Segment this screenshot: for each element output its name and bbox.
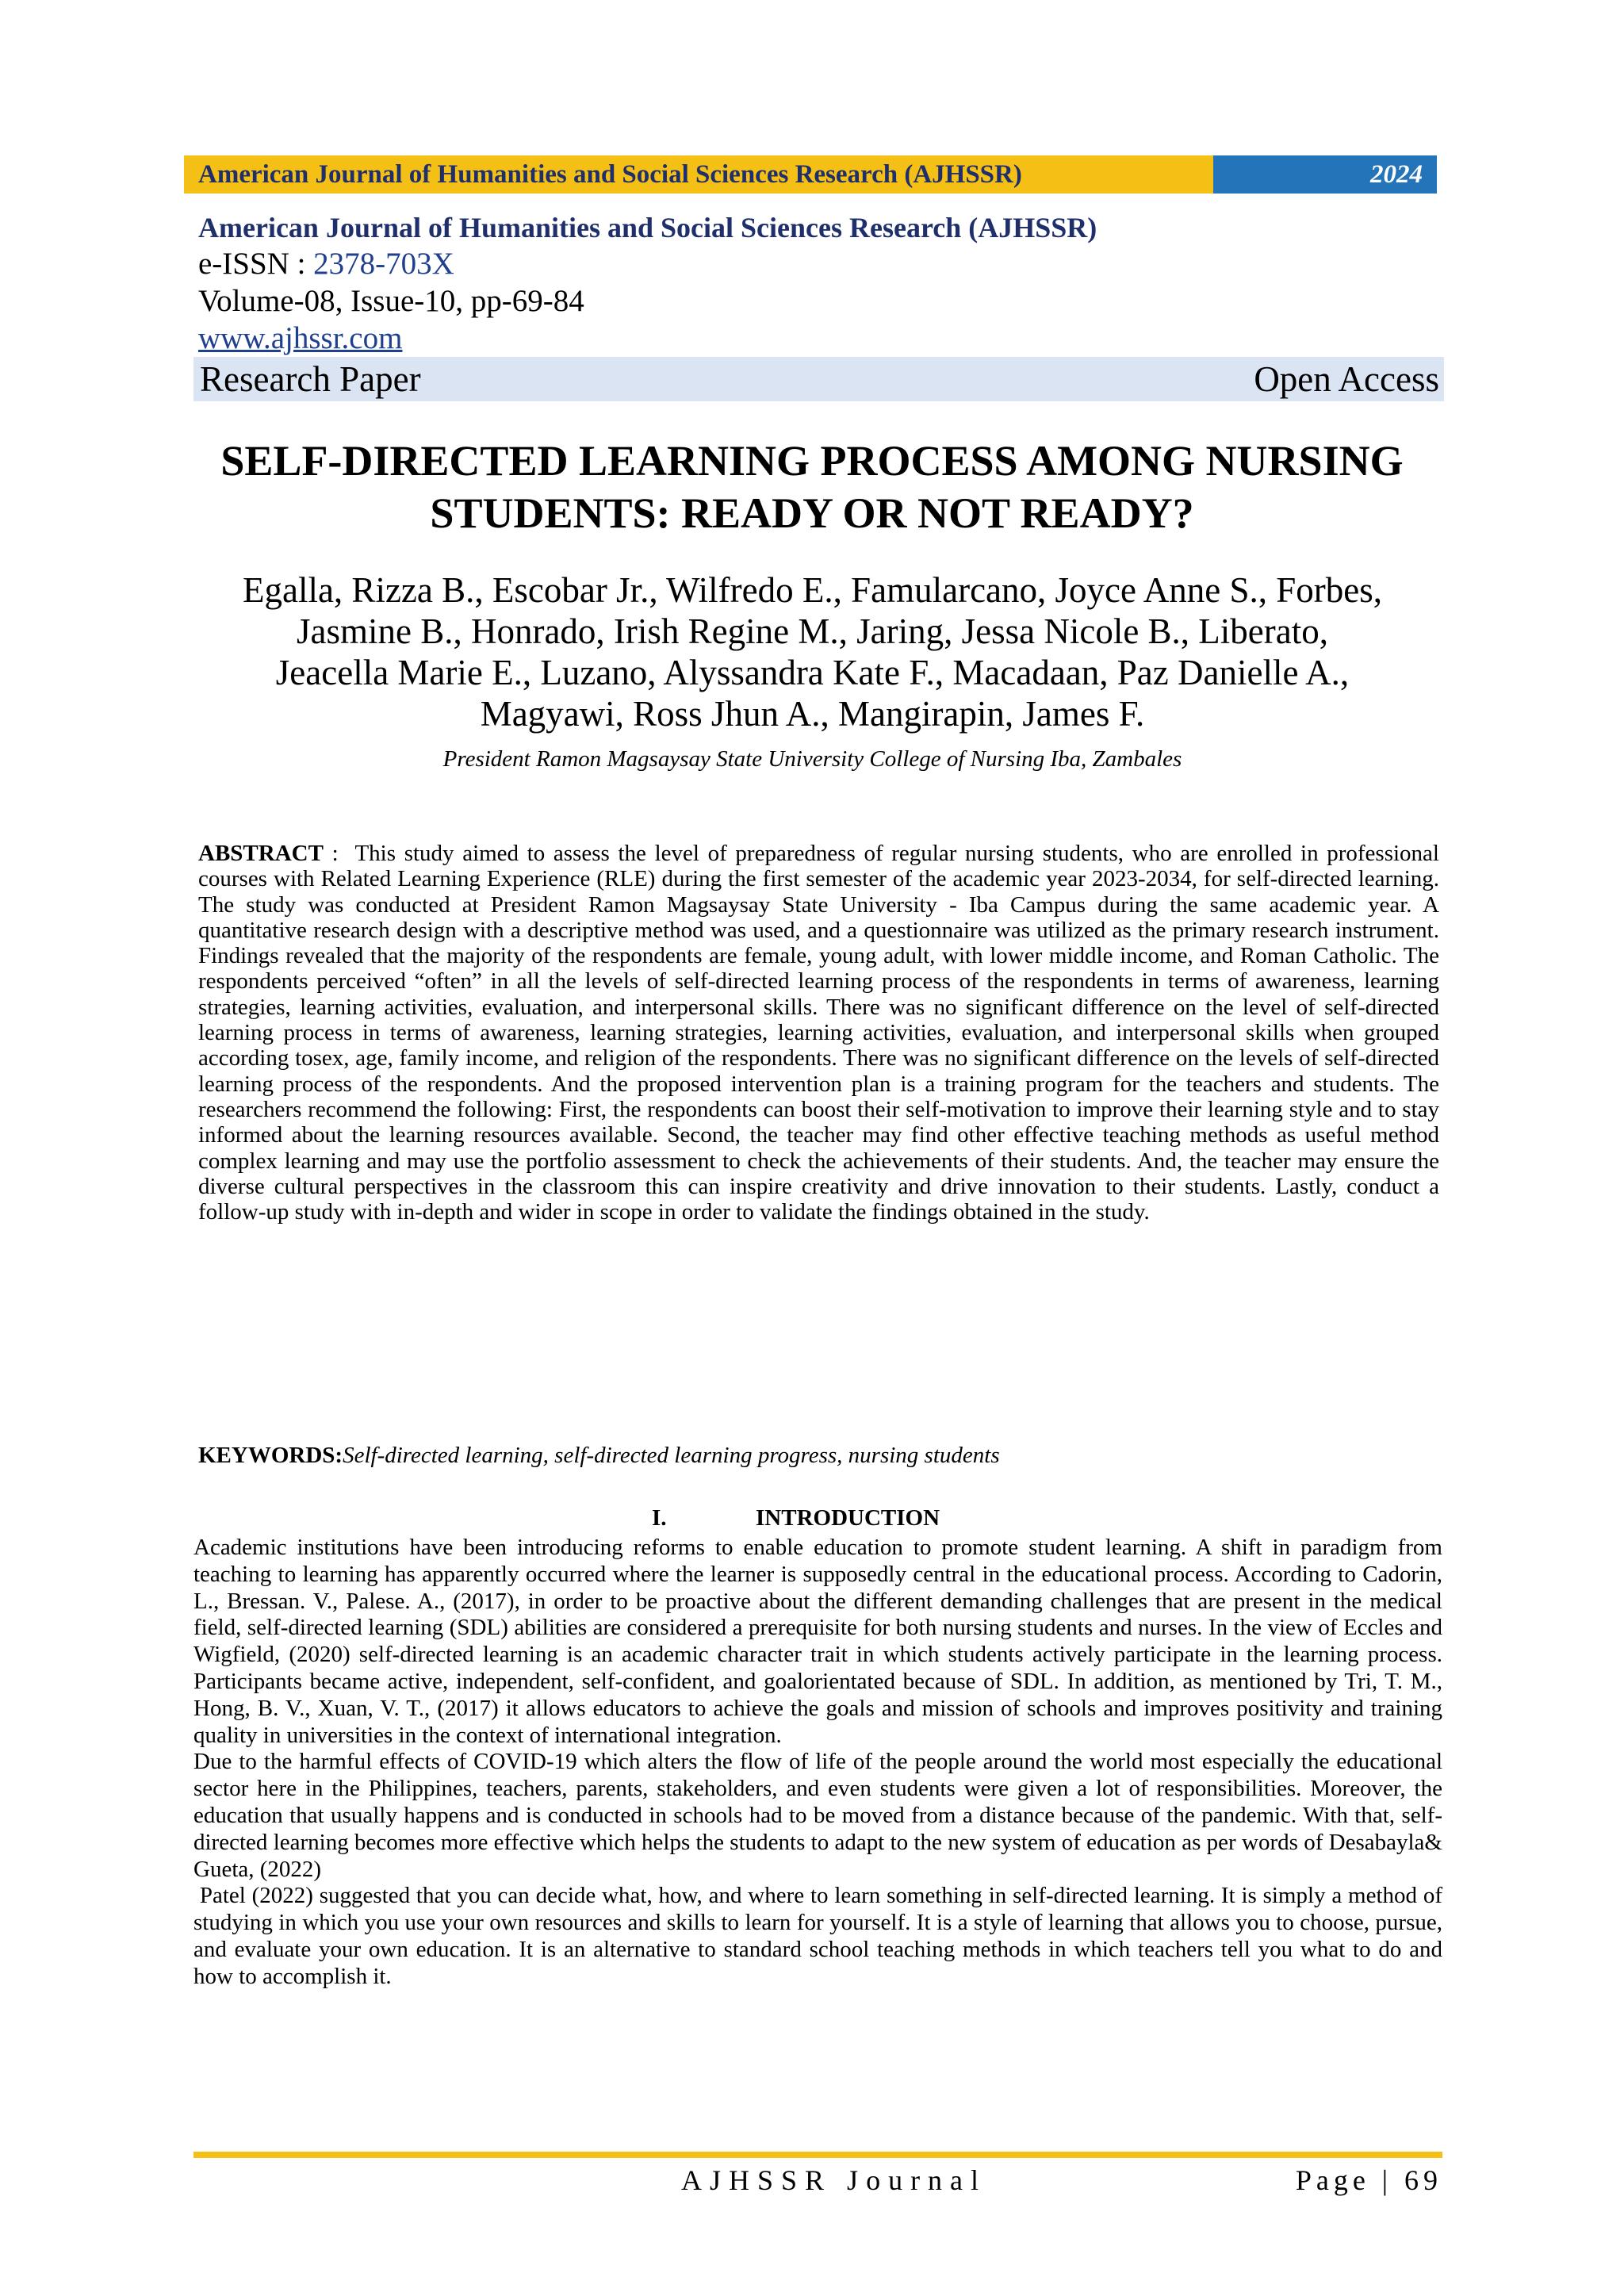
abstract-label: ABSTRACT bbox=[198, 841, 324, 866]
access-type: Open Access bbox=[1254, 359, 1439, 399]
header-banner bbox=[184, 155, 1437, 194]
footer-rule bbox=[193, 2152, 1442, 2158]
affiliation: President Ramon Magsaysay State University College of Nursing Iba, Zambales bbox=[442, 746, 1182, 772]
intro-paragraph-2: Due to the harmful effects of COVID-19 which alters the flow of life of the people around the world most especially the educational sector here in the Philippines, teachers, parents, stakeholders, and even students were given a lot of responsibilities. Moreover, the education that usually happens and is conducted in schools had to be moved from a distance because of the pandemic. With that, self-directed learning becomes more effective which helps the students to adapt to the new system of education as per words of Desabayla& Gueta, (2022) bbox=[193, 1749, 1442, 1882]
footer-journal: AJHSSR Journal bbox=[681, 2164, 987, 2196]
intro-paragraph-3: Patel (2022) suggested that you can decide what, how, and where to learn something in self-directed learning. It is simply a method of studying in which you use your own resources and skills to learn for yourself. It is a style of learning that allows you to choose, pursue, and evaluate your own education. It is an alternative to standard school teaching methods in which teachers tell you what to do and how to accomplish it. bbox=[193, 1883, 1449, 1989]
keywords bbox=[198, 1442, 1439, 1469]
volume-line: Volume-08, Issue-10, pp-69-84 bbox=[198, 284, 584, 318]
authors-line-3: Jeacella Marie E., Luzano, Alyssandra Kate F., Macadaan, Paz Danielle A., bbox=[275, 653, 1350, 692]
title-line-2: STUDENTS: READY OR NOT READY? bbox=[430, 489, 1194, 537]
authors-line-4: Magyawi, Ross Jhun A., Mangirapin, James F. bbox=[480, 694, 1145, 734]
issn-label: e-ISSN : bbox=[198, 247, 314, 281]
abstract-separator: : bbox=[323, 841, 355, 866]
issn-line bbox=[198, 245, 1443, 282]
masthead bbox=[198, 210, 1443, 357]
paper-title bbox=[159, 435, 1465, 539]
intro-paragraph-1: Academic institutions have been introducing reforms to enable education to promote student learning. A shift in paradigm from teaching to learning has apparently occurred where the learner is supposedly central in the educational process. According to Cadorin, L., Bressan. V., Palese. A., (2017), in order to be proactive about the different demanding challenges that are present in the medical field, self-directed learning (SDL) abilities are considered a prerequisite for both nursing students and nurses. In the view of Eccles and Wigfield, (2020) self-directed learning is an academic character trait in which students actively participate in the learning process. Participants became active, independent, self-confident, and goalorientated because of SDL. In addition, as mentioned by Tri, T. M., Hong, B. V., Xuan, V. T., (2017) it allows educators to achieve the goals and mission of schools and improves positivity and training quality in universities in the context of international integration. bbox=[193, 1535, 1442, 1748]
keywords-label: KEYWORDS: bbox=[198, 1443, 343, 1468]
introduction-body bbox=[193, 1535, 1449, 1991]
abstract bbox=[198, 841, 1439, 1225]
abstract-text: This study aimed to assess the level of preparedness of regular nursing students, who are enrolled in professional courses with Related Learning Experience (RLE) during the first semester of the academic year 2023-2034, for self-directed learning. The study was conducted at President Ramon Magsaysay State University - Iba Campus during the same academic year. A quantitative research design with a descriptive method was used, and a questionnaire was utilized as the primary research instrument. Findings revealed that the majority of the respondents are female, young adult, with lower middle income, and Roman Catholic. The respondents perceived “often” in all the levels of self-directed learning process of the respondents in terms of awareness, learning strategies, learning activities, evaluation, and interpersonal skills. There was no significant difference on the level of self-directed learning process in terms of awareness, learning strategies, learning activities, evaluation, and interpersonal skills when grouped according tosex, age, family income, and religion of the respondents. There was no significant difference on the levels of self-directed learning process of the respondents. And the proposed intervention plan is a training program for the teachers and students. The researchers recommend the following: First, the respondents can boost their self-motivation to improve their learning style and to stay informed about the learning resources available. Second, the teacher may find other effective teaching methods as useful method complex learning and may use the portfolio assessment to check the achievements of their students. And, the teacher may ensure the diverse cultural perspectives in the classroom this can inspire creativity and drive innovation to their students. Lastly, conduct a follow-up study with in-depth and wider in scope in order to validate the findings obtained in the study. bbox=[198, 841, 1439, 1225]
page-number: Page | 69 bbox=[1295, 2164, 1442, 2196]
author-list bbox=[184, 569, 1441, 734]
authors-line-1: Egalla, Rizza B., Escobar Jr., Wilfredo E., Famularcano, Joyce Anne S., Forbes, bbox=[242, 570, 1382, 610]
website-link[interactable]: www.ajhssr.com bbox=[198, 321, 403, 355]
paper-type: Research Paper bbox=[200, 359, 421, 399]
issn-value: 2378-703X bbox=[313, 247, 454, 281]
authors-line-2: Jasmine B., Honrado, Irish Regine M., Jaring, Jessa Nicole B., Liberato, bbox=[296, 611, 1328, 651]
paper-type-strip bbox=[193, 357, 1444, 401]
keywords-text: Self-directed learning, self-directed learning progress, nursing students bbox=[343, 1443, 1000, 1468]
banner-year: 2024 bbox=[1213, 155, 1437, 194]
masthead-journal-name: American Journal of Humanities and Social Sciences Research (AJHSSR) bbox=[198, 212, 1097, 243]
section-number: I. bbox=[652, 1505, 667, 1531]
page-footer bbox=[193, 2164, 1442, 2203]
banner-journal-name: American Journal of Humanities and Social Sciences Research (AJHSSR) bbox=[184, 155, 1213, 194]
title-line-1: SELF-DIRECTED LEARNING PROCESS AMONG NURSING bbox=[220, 437, 1404, 485]
section-title: INTRODUCTION bbox=[756, 1505, 940, 1531]
